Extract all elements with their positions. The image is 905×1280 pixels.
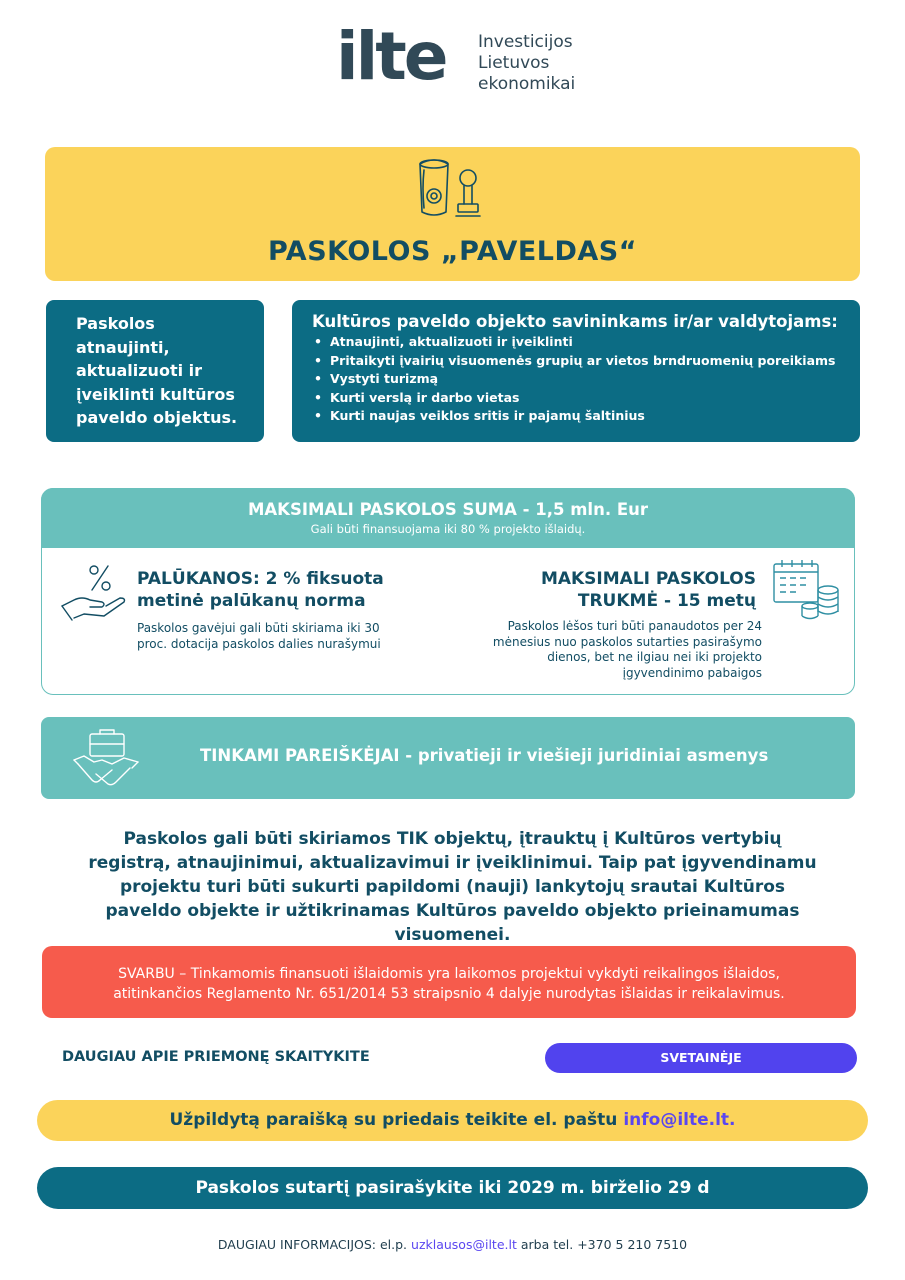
purpose-text: Paskolos atnaujinti, aktualizuoti ir įveiklinti kultūros paveldo objektus. — [76, 314, 238, 427]
important-text — [42, 964, 856, 1004]
important-line-1: SVARBU – Tinkamomis finansuoti išlaidomis yra laikomos projektui vykdyti reikalingos išlaidos, — [118, 966, 780, 982]
tagline-line-3: ekonomikai — [478, 74, 576, 94]
eligibility-notice: Paskolos gali būti skiriamos TIK objektų, įtrauktų į Kultūros vertybių registrą, atnaujinimui, aktualizavimui ir įveiklinimui. Taip pat įgyvendinamu projektu turi būti sukurti papildomi (nauji) lankytojų srautai Kultūros paveldo objekte ir užtikrinamas Kultūros paveldo objekto prieinamumas visuomenei. — [88, 829, 817, 945]
list-item: • Vystyti turizmą — [314, 370, 835, 389]
connector-notch — [588, 283, 863, 299]
term-title — [470, 568, 756, 612]
submit-text-label: Užpildytą paraišką su priedais teikite el. paštu — [169, 1110, 624, 1130]
list-item: • Kurti verslą ir darbo vietas — [314, 389, 835, 408]
interest-desc: Paskolos gavėjui gali būti skiriama iki 30 proc. dotacija paskolos dalies nurašymui — [137, 621, 381, 651]
interest-title-line-2: metinė palūkanų norma — [137, 591, 366, 611]
purpose-box — [46, 300, 264, 442]
max-amount-heading: MAKSIMALI PASKOLOS SUMA - 1,5 mln. Eur — [247, 500, 648, 519]
owners-box — [292, 300, 860, 442]
page-title: PASKOLOS „PAVELDAS“ — [267, 236, 638, 267]
term-title-line-1: MAKSIMALI PASKOLOS — [540, 569, 756, 589]
submit-email-link[interactable]: info@ilte.lt. — [623, 1110, 736, 1130]
more-info-label: DAUGIAU APIE PRIEMONĘ SKAITYKITE — [62, 1049, 370, 1065]
footer-email-link[interactable]: uzklausos@ilte.lt — [411, 1237, 517, 1252]
scroll-stamp-icon — [414, 158, 492, 222]
term-desc: Paskolos lėšos turi būti panaudotos per 24 mėnesius nuo paskolos sutarties pasirašymo dienos, bet ne ilgiau nei iki projekto įgyvendinimo pabaigos — [492, 619, 762, 680]
submit-text — [37, 1110, 868, 1130]
deadline-text: Paskolos sutartį pasirašykite iki 2029 m. birželio 29 d — [195, 1178, 710, 1198]
footer-contact — [0, 1237, 905, 1252]
website-button[interactable]: SVETAINĖJE — [545, 1043, 857, 1073]
connector-notch — [40, 283, 140, 299]
connector-notch — [168, 283, 563, 299]
handshake-briefcase-icon — [72, 726, 142, 790]
footer-phone: arba tel. +370 5 210 7510 — [516, 1237, 688, 1252]
term-title-line-2: TRUKMĖ - 15 metų — [577, 591, 756, 611]
interest-title — [137, 568, 384, 612]
owners-heading: Kultūros paveldo objekto savininkams ir/ar valdytojams: — [312, 312, 838, 331]
interest-title-line-1: PALŪKANOS: 2 % fiksuota — [137, 569, 384, 589]
list-item: • Pritaikyti įvairių visuomenės grupių ar vietos brndruomenių poreikiams — [314, 352, 835, 371]
important-line-2: atitinkančios Reglamento Nr. 651/2014 53 straipsnio 4 dalyje nurodytas išlaidas ir reikalavimus. — [113, 986, 785, 1002]
list-item: • Kurti naujas veiklos sritis ir pajamų šaltinius — [314, 407, 835, 426]
list-item: • Atnaujinti, aktualizuoti ir įveiklinti — [314, 333, 835, 352]
tagline-line-1: Investicijos — [478, 32, 573, 52]
logo-tagline — [478, 32, 575, 95]
owners-list — [314, 333, 835, 426]
applicants-text: TINKAMI PAREIŠKĖJAI - privatieji ir viešieji juridiniai asmenys — [200, 746, 769, 765]
connector-notch — [464, 697, 859, 713]
footer-prefix: DAUGIAU INFORMACIJOS: el.p. — [217, 1237, 412, 1252]
ilte-logo: ilte — [336, 18, 446, 95]
tagline-line-2: Lietuvos — [478, 53, 550, 73]
max-amount-sub: Gali būti finansuojama iki 80 % projekto išlaidų. — [310, 522, 586, 536]
calendar-coins-icon — [772, 558, 840, 622]
percent-hand-icon — [60, 560, 128, 624]
connector-notch — [38, 697, 438, 713]
